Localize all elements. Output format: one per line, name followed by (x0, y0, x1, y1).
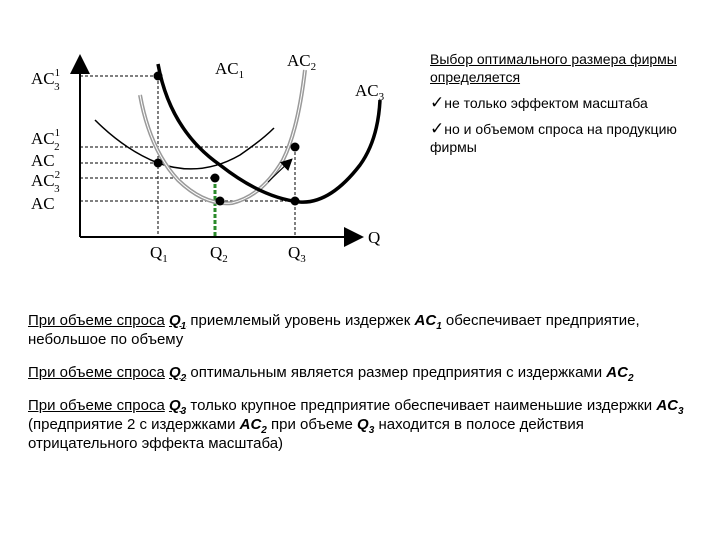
side-item-1: ✓не только эффектом масштаба (430, 93, 648, 113)
label-curve-ac1: $AC_1$ (215, 59, 245, 81)
label-ac2-3: $AC^2$ 3 (31, 169, 61, 195)
label-ac: AC (31, 151, 55, 170)
label-q2: $Q_2$ (210, 243, 228, 265)
side-item-2: ✓но и объемом спроса на продукцию фирмы (430, 119, 677, 155)
side-title: Выбор оптимального размера фирмы определяется (430, 51, 677, 85)
paragraph-q3: При объеме спроса $Q_3$ только крупное предприятие обеспечивает наименьшие издержки $AC_3$ (предприятие 2 с издержками $AC_2$ при объеме $Q_3$ находится в полосе действия отрицательного эффекта масштаба) (28, 397, 684, 452)
label-q-axis: Q (368, 228, 381, 247)
label-curve-ac3: $AC_3$ (355, 81, 385, 103)
label-ac-min: AC (31, 194, 55, 213)
label-ac1-2: $AC^1$ 2 (31, 127, 61, 153)
cost-curves-diagram (0, 0, 430, 300)
intersection-points (154, 72, 300, 206)
paragraph-q1: При объеме спроса $Q_1$ приемлемый уровень издержек $AC_1$ обеспечивает предприятие, небольшое по объему (28, 312, 640, 348)
checkmark-icon: ✓ (430, 93, 445, 113)
label-q3: $Q_3$ (288, 243, 306, 265)
paragraph-q2: При объеме спроса $Q_2$ оптимальным является размер предприятия с издержками $AC_2$ (28, 364, 634, 384)
checkmark-icon: ✓ (430, 119, 445, 139)
guide-lines (80, 76, 295, 237)
label-q1: $Q_1$ (150, 243, 168, 265)
side-notes (430, 50, 715, 156)
label-curve-ac2: $AC_2$ (287, 51, 317, 73)
explanation-text (28, 311, 688, 467)
label-ac1-3: $AC^1$ 3 (31, 67, 61, 93)
